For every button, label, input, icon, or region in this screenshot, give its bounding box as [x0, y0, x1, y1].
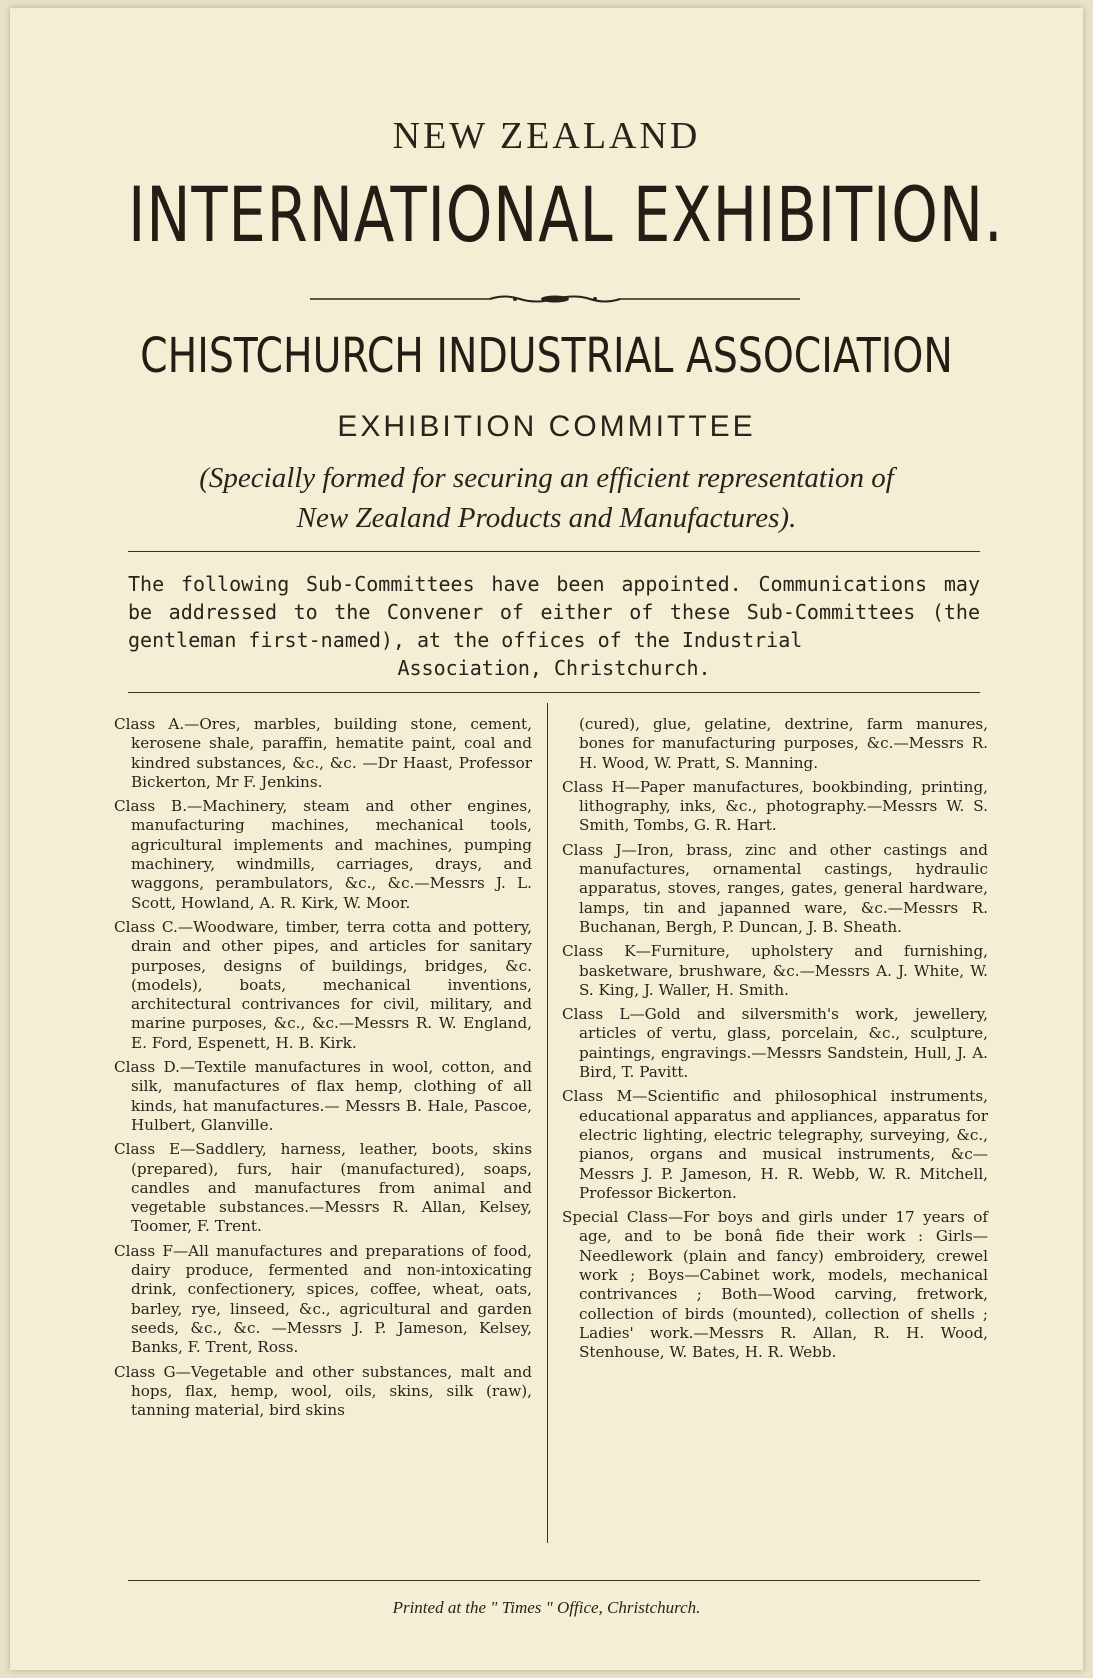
- heading-new-zealand: NEW ZEALAND: [392, 115, 701, 157]
- ornament-rule: [310, 293, 800, 305]
- subtitle-line-1: (Specially formed for securing an efficient representation of: [199, 462, 894, 494]
- class-j-entry: Class J—Iron, brass, zinc and other castings and manufactures, ornamental castings, hydraulic apparatus, stoves, ranges, gates, general hardware, lamps, tin and japanned ware, &c.—Messrs R. Buchanan, Bergh, P. Duncan, J. B. Sheath.: [562, 840, 988, 936]
- class-c-entry: Class C.—Woodware, timber, terra cotta and pottery, drain and other pipes, and articles for sanitary purposes, designs of buildings, bridges, &c. (models), boats, mechanical inventions, architectural contrivances for civil, military, and marine purposes, &c., &c.—Messrs R. W. England, E. Ford, Espenett, H. B. Kirk.: [114, 917, 532, 1052]
- intro-paragraph: [128, 570, 980, 682]
- intro-body: The following Sub-Committees have been appointed. Communications may be addressed to the Convener of either of these Sub-Committees (the gentleman first-named), at the offices of the Industrial: [128, 572, 980, 652]
- printer-imprint: Printed at the " Times " Office, Christchurch.: [392, 1598, 701, 1617]
- column-divider: [547, 703, 548, 1543]
- intro-last-line: Association, Christchurch.: [397, 656, 711, 680]
- class-f-entry: Class F—All manufactures and preparations of food, dairy produce, fermented and non-intoxicating drink, confectionery, spices, coffee, wheat, oats, barley, rye, linseed, &c., agricultural and garden seeds, &c., &c. —Messrs J. P. Jameson, Kelsey, Banks, F. Trent, Ross.: [114, 1241, 532, 1357]
- divider-middle: [128, 692, 980, 693]
- divider-top: [128, 551, 980, 552]
- class-g-entry: Class G—Vegetable and other substances, malt and hops, flax, hemp, wool, oils, skins, silk (raw), tanning material, bird skins: [114, 1362, 532, 1420]
- subtitle-line-2: New Zealand Products and Manufactures).: [296, 502, 797, 534]
- left-column: [114, 715, 532, 1425]
- poster-sheet: [10, 8, 1083, 1670]
- subtitle: [10, 458, 1083, 538]
- class-e-entry: Class E—Saddlery, harness, leather, boots, skins (prepared), furs, hair (manufactured), soaps, candles and manufactures from animal and vegetable substances.—Messrs R. Allan, Kelsey, Toomer, F. Trent.: [114, 1140, 532, 1236]
- right-column: [562, 715, 988, 1368]
- class-g-continuation: (cured), glue, gelatine, dextrine, farm manures, bones for manufacturing purposes, &c.—Messrs R. H. Wood, W. Pratt, S. Manning.: [579, 715, 988, 772]
- heading-industrial-association: CHISTCHURCH INDUSTRIAL ASSOCIATION: [140, 328, 953, 384]
- divider-bottom: [128, 1580, 980, 1581]
- class-h-entry: Class H—Paper manufactures, bookbinding, printing, lithography, inks, &c., photography.—Messrs W. S. Smith, Tombs, G. R. Hart.: [562, 777, 988, 835]
- class-l-entry: Class L—Gold and silversmith's work, jewellery, articles of vertu, glass, porcelain, &c., sculpture, paintings, engravings.—Messrs Sandstein, Hull, J. A. Bird, T. Pavitt.: [562, 1005, 988, 1082]
- heading-exhibition-committee: EXHIBITION COMMITTEE: [337, 410, 756, 443]
- class-m-entry: Class M—Scientific and philosophical instruments, educational apparatus and appliances, apparatus for electric lighting, electric telegraphy, surveying, &c., pianos, organs and musical instruments, &c—Messrs J. P. Jameson, H. R. Webb, W. R. Mitchell, Professor Bickerton.: [562, 1087, 988, 1202]
- class-k-entry: Class K—Furniture, upholstery and furnishing, basketware, brushware, &c.—Messrs A. J. White, W. S. King, J. Waller, H. Smith.: [562, 942, 988, 999]
- class-b-entry: Class B.—Machinery, steam and other engines, manufacturing machines, mechanical tools, agricultural implements and machines, pumping machinery, windmills, carriages, drays, and waggons, perambulators, &c., &c.—Messrs J. L. Scott, Howland, A. R. Kirk, W. Moor.: [114, 797, 532, 912]
- special-class-entry: Special Class—For boys and girls under 17 years of age, and to be bonâ fide their work : Girls—Needlework (plain and fancy) embroidery, crewel work ; Boys—Cabinet work, models, mechanical contrivances ; Both—Wood carving, fretwork, collection of birds (mounted), collection of shells ; Ladies' work.—Messrs R. Allan, R. H. Wood, Stenhouse, W. Bates, H. R. Webb.: [562, 1208, 988, 1362]
- class-d-entry: Class D.—Textile manufactures in wool, cotton, and silk, manufactures of flax hemp, clothing of all kinds, hat manufactures.— Messrs B. Hale, Pascoe, Hulbert, Glanville.: [114, 1058, 532, 1134]
- heading-international-exhibition: INTERNATIONAL EXHIBITION.: [128, 170, 1004, 259]
- class-a-entry: Class A.—Ores, marbles, building stone, cement, kerosene shale, paraffin, hematite paint, coal and kindred substances, &c., &c. —Dr Haast, Professor Bickerton, Mr F. Jenkins.: [114, 715, 532, 791]
